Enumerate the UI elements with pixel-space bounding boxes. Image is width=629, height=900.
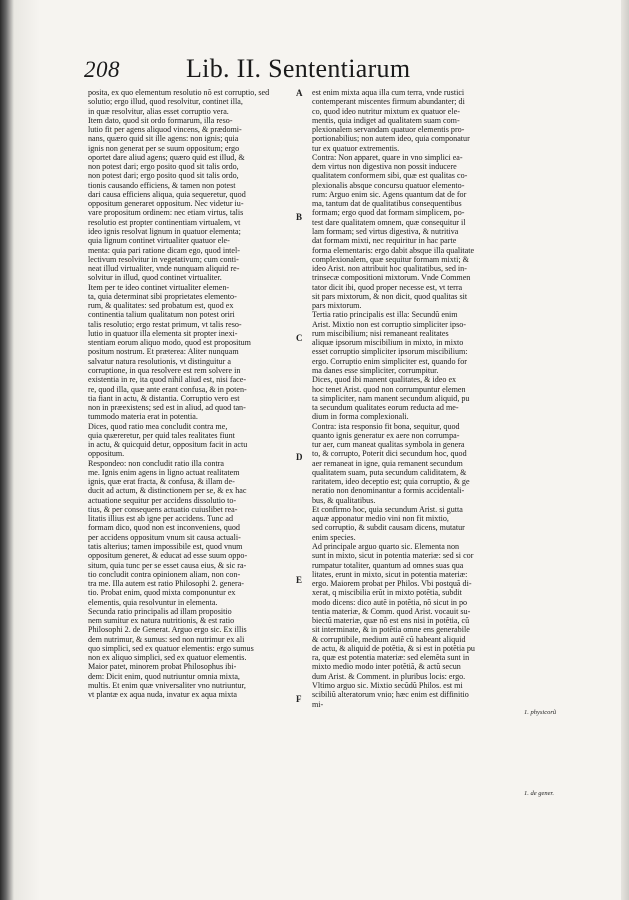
text-line: Contra: ista responsio fit bona, sequitur, quod	[312, 421, 460, 431]
text-line: biectũ materiæ, quæ nõ est ens nisi in potẽtia, cũ	[312, 616, 470, 626]
text-line: tummodo materia erat in potentia.	[88, 412, 198, 422]
text-line: formam; ergo quod dat formam simplicem, po-	[312, 208, 465, 218]
text-line: oppositum.	[88, 449, 125, 459]
text-line: modo dicens: dico autẽ in potẽtia, nõ sicut in po	[312, 597, 468, 607]
text-line: Dices, quod ratio mea concludit contra me,	[88, 421, 228, 431]
text-line: dem nutrimur, & sumus: sed non nutrimur ex ali	[88, 634, 245, 644]
text-line: salvatur natura resolutionis, vt distinguitur a	[88, 356, 231, 366]
text-line: mi-	[312, 699, 324, 709]
text-line: tentia materiæ, & Comm. quod Arist. vocauit su-	[312, 606, 471, 616]
text-line: continentia talium qualitatum non potest oriri	[88, 310, 235, 320]
text-line: actuatione sequitur per accidens dissolutio to-	[88, 495, 237, 505]
text-line: Philosophi 2. de Generat. Arguo ergo sic. Ex illis	[88, 625, 247, 635]
text-line: sed corruptio, & subdit causam dicens, mutatur	[312, 523, 465, 533]
text-line: non in præexistens; sed est in aliud, ad quod tan-	[88, 403, 246, 413]
text-line: ta secundum qualitates eorum reducta ad me-	[312, 403, 459, 413]
text-line: ma danes esse simpliciter, corrumpitur.	[312, 365, 439, 375]
text-line: tator dicit ibi, quod proper necesse est, vt terra	[312, 282, 463, 292]
text-line: lectivum resolvitur in vegetativum; cum conti-	[88, 254, 239, 264]
text-line: dum Arist. & Comment. in pluribus locis: ergo.	[312, 671, 466, 681]
text-line: Et confirmo hoc, quia secundum Arist. si gutta	[312, 504, 463, 514]
text-line: ta simpliciter, nam manent secundum aliquid, pu	[312, 393, 470, 403]
text-line: positum nostrum. Et præterea: Aliter nunquam	[88, 347, 239, 357]
page-number: 208	[84, 57, 120, 82]
text-line: est enim mixta aqua illa cum terra, vnde rustici	[312, 88, 465, 97]
text-line: rum, & qualitates: sed probatum est, quod ex	[88, 301, 234, 311]
margin-note-physics: 1. physicorũ	[524, 709, 557, 716]
marker-e: E	[296, 575, 303, 585]
text-line: bus, & qualitatibus.	[312, 495, 376, 505]
text-line: formam dico, quod non est inconveniens, quod	[88, 523, 240, 533]
text-line: dat formam mixti, nec requiritur in hac parte	[312, 236, 457, 246]
text-line: tionis causando efficiens, & tamen non potest	[88, 180, 236, 190]
margin-note-generatione: 1. de gener.	[524, 790, 554, 797]
text-line: aquæ apponatur medio vini non fit mixtio,	[312, 514, 449, 524]
text-line: quanto ignis generatur ex aere non corrumpa-	[312, 430, 460, 440]
text-line: ignis, quæ erat fracta, & confusa, & illam de-	[88, 477, 235, 487]
text-line: sunt in mixto, sicut in potentia materiæ: sed si cor	[312, 551, 474, 561]
text-line: multis. Et enim quæ vniversaliter vno nutriuntur,	[88, 681, 246, 690]
text-line: scibiliũ alteratorum vnio; hæc enim est diffinitio	[312, 690, 469, 700]
text-line: to, & corrupto, Poterit dici secundum hoc, quod	[312, 449, 467, 459]
marker-b: B	[296, 212, 303, 222]
text-line: ideo Arist. non attribuit hoc qualitatibus, sed in-	[312, 264, 467, 274]
running-title: Lib. II. Sententiarum	[186, 54, 411, 83]
text-line: de actu, & aliquid de potẽtia, & si est in potẽtia pu	[312, 643, 475, 653]
text-line: esset corruptio simpliciter ipsorum miscibilium:	[312, 347, 468, 357]
text-line: ergo. Maiorem probat per Philos. Vbi postquã di-	[312, 579, 472, 589]
page-edge-shadow	[621, 0, 629, 900]
text-line: Arist. Mixtio non est corruptio simpliciter ipso-	[312, 319, 466, 329]
text-line: posita, ex quo elementum resolutio nõ est corruptio, sed	[88, 88, 270, 97]
text-line: qualitatem conformem sibi, quæ est qualitas co-	[312, 171, 468, 181]
text-line: oppositum generaret oppositum. Nec videtur iu-	[88, 199, 244, 209]
text-line: tur aer, cum maneat qualitas symbola in genera	[312, 440, 465, 450]
marker-c: C	[296, 333, 303, 343]
text-line: talis resolutio; ergo restat primum, vt talis reso-	[88, 319, 242, 329]
text-line: Maior patet, minorem probat Philosophus ibi-	[88, 662, 237, 672]
text-line: menta: quia pari ratione dicam ego, quod intel-	[88, 245, 240, 255]
text-line: litatis illius est ab igne per accidens. Tunc ad	[88, 514, 233, 524]
text-line: corruptione, in qua resolvere est rem solvere in	[88, 365, 241, 375]
text-line: tra me. Illa autem est ratio Philosophi 2. genera-	[88, 579, 244, 589]
text-line: raritatem, ideo deceptio est; quia corruptio, & ge	[312, 477, 470, 487]
text-line: Item per te ideo continet virtualiter elemen-	[88, 282, 230, 292]
text-line: lutio in quatuor illa elementa sit propter inexi-	[88, 328, 238, 338]
text-line: tatis alterius; tamen impossibile est, quod vnum	[88, 542, 243, 552]
text-line: re, quod illa, quæ ante erant confusa, & in poten-	[88, 384, 247, 394]
text-line: dem: Dicit enim, quod nutriuntur omnia mixta,	[88, 671, 240, 681]
text-line: solutio; ergo illud, quod resolvitur, continet illa,	[88, 97, 243, 107]
marker-d: D	[296, 452, 303, 462]
text-line: enim species.	[312, 532, 356, 542]
text-line: ignis non generat per se suum oppositum; ergo	[88, 143, 240, 153]
text-line: in actu, & quicquid detur, oppositum facit in actu	[88, 440, 248, 450]
text-line: mixto medio modo inter potẽtiã, & actũ secun	[312, 662, 461, 672]
text-line: vare propositum ordinem: nec etiam virtus, talis	[88, 208, 244, 218]
left-text-column	[88, 88, 298, 700]
text-line: rum miscibilium; nisi remaneant realitates	[312, 328, 449, 338]
text-line: litates, erunt in mixto, sicut in potentia materiæ:	[312, 569, 468, 579]
text-line: ducit ad actum, & distinctionem per se, & ex hac	[88, 486, 247, 496]
text-line: dium in forma complexionali.	[312, 412, 409, 422]
marker-f: F	[296, 694, 302, 704]
text-line: per accidens oppositum vnum sit causa actuali-	[88, 532, 241, 542]
text-line: tius, & per consequens actuatio cuiuslibet rea-	[88, 504, 238, 514]
marker-a: A	[296, 88, 303, 98]
text-line: resolutio est propter continentiam virtualem, vt	[88, 217, 241, 227]
text-line: non ex aliquo simplici, sed ex quatuor elementis.	[88, 653, 247, 663]
text-line: rum: Arguo enim sic. Agens quantum dat de for	[312, 189, 467, 199]
text-line: Dices, quod ibi manent qualitates, & ideo ex	[312, 375, 457, 385]
text-line: forma elementaris: ergo dabit absque illa qualitate	[312, 245, 475, 255]
text-line: tio concludit contra opinionem aliam, non con-	[88, 569, 241, 579]
text-line: non potest dari; ergo posito quod sit talis ordo,	[88, 162, 239, 172]
text-line: aer remaneat in igne, quia remanent secundum	[312, 458, 463, 468]
text-line: aliquæ ipsorum miscibilium in mixto, in mixto	[312, 338, 464, 348]
text-line: ta, quia determinat sibi proprietates elemento-	[88, 291, 237, 301]
right-text-column	[312, 88, 520, 709]
text-line: hoc tenet Arist. quod non corrumpuntur elemen	[312, 384, 466, 394]
text-line: neat illud virtualiter, vnde nunquam aliquid re-	[88, 264, 240, 274]
text-line: lam formam; sed virtus digestiva, & nutritiva	[312, 226, 459, 236]
text-line: in quæ resolvitur, alias esset corruptio vera.	[88, 106, 229, 116]
text-line: elementis, quia resolvuntur in elementa.	[88, 597, 218, 607]
text-line: quia quæreretur, per quid tales realitates fiunt	[88, 430, 235, 440]
text-line: mentis, quia indiget ad qualitatem suam com-	[312, 115, 460, 125]
text-line: pars mixtorum.	[312, 301, 362, 311]
text-line: portionabilius; non autem ideo, quia componatur	[312, 134, 470, 144]
text-line: Vltimo arguo sic. Mixtio secũdũ Philos. est mi	[312, 681, 463, 690]
text-line: tio. Probat enim, quod mixta componuntur ex	[88, 588, 236, 598]
text-line: solvitur in illud, quod continet virtualiter.	[88, 273, 222, 283]
text-line: qualitatem suam, puta secundum caliditatem, &	[312, 467, 467, 477]
text-line: ideo ignis resolvat lignum in quatuor elementa;	[88, 226, 241, 236]
text-line: nem sumitur ex natura nutritionis, & est ratio	[88, 616, 235, 626]
text-line: existentia in re, ita quod nihil aliud est, nisi face-	[88, 375, 247, 385]
text-line: sit interminate, & in potẽtia omne ens generabile	[312, 625, 470, 635]
text-line: Contra: Non apparet, quare in vno simplici ea-	[312, 152, 463, 162]
text-line: me. Ignis enim agens in ligno actuat realitatem	[88, 467, 240, 477]
text-line: stentiam eorum aliquo modo, quod est propositum	[88, 338, 251, 348]
text-line: oportet dare aliud agens; quæro quid est illud, &	[88, 152, 245, 162]
text-line: dari causa efficiens aliqua, quia sequeretur, quod	[88, 189, 246, 199]
text-line: Ad principale arguo quarto sic. Elementa non	[312, 542, 460, 552]
text-line: dem virtus non digestiva non possit inducere	[312, 162, 457, 172]
text-line: Item dato, quod sit ordo formarum, illa reso-	[88, 115, 233, 125]
text-line: Respondeo: non concludit ratio illa contra	[88, 458, 224, 468]
text-line: trinsecæ compositioni mixtorum. Vnde Commen	[312, 273, 471, 283]
page-header	[84, 54, 414, 86]
text-line: neratio non denominantur a formis accidentali-	[312, 486, 465, 496]
text-line: quo simplici, sed ex quatuor elementis: ergo sumus	[88, 643, 254, 653]
text-line: co, quod ideo nutritur mixtum ex quatuor ele-	[312, 106, 460, 116]
text-line: oppositum generet, & educat ad esse suum oppo-	[88, 551, 248, 561]
text-line: non potest dari; ergo posito quod sit talis ordo,	[88, 171, 239, 181]
text-line: xerat, q miscibilia erũt in mixto potẽtia, subdit	[312, 588, 462, 598]
text-line: ma, tantum dat de qualitatibus consequentibus	[312, 199, 462, 209]
text-line: plexionalis absque concursu quatuor elemento-	[312, 180, 465, 190]
text-line: quia lignum continet virtualiter quatuor ele-	[88, 236, 230, 246]
text-line: ergo. Corruptio enim simpliciter est, quando for	[312, 356, 467, 366]
text-line: test dare qualitatem omnem, quæ consequitur il	[312, 217, 466, 227]
text-line: contemperant miscentes firmum abundanter; di	[312, 97, 465, 107]
text-line: nans, quæro quid sit ille agens: non ignis; quia	[88, 134, 239, 144]
text-line: plexionalem servandam quatuor elementis pro-	[312, 125, 465, 135]
text-line: complexionalem, quæ sequitur formam mixti; &	[312, 254, 469, 264]
text-line: tur ex quatuor extrementis.	[312, 143, 400, 153]
text-line: rumpatur totaliter, quantum ad omnes suas qua	[312, 560, 464, 570]
text-line: sit pars mixtorum, & non dicit, quod qualitas sit	[312, 291, 468, 301]
text-line: vt plantæ ex aqua nuda, invatur ex aqua mixta	[88, 690, 238, 700]
text-line: Tertia ratio principalis est illa: Secundũ enim	[312, 310, 458, 320]
text-line: Secunda ratio principalis ad illam propositio	[88, 606, 232, 616]
text-line: & corruptibile, medium autẽ cũ habeant aliquid	[312, 634, 466, 644]
text-line: tia fiant in actu, & distantia. Corruptio vero est	[88, 393, 240, 403]
text-line: situm, quia tunc per se esset causa eius, & sic ra-	[88, 560, 247, 570]
text-line: lutio fit per agens aliquod vincens, & prædomi-	[88, 125, 242, 135]
text-line: ra, quæ est potentia materiæ: sed elemẽta sunt in	[312, 653, 470, 663]
